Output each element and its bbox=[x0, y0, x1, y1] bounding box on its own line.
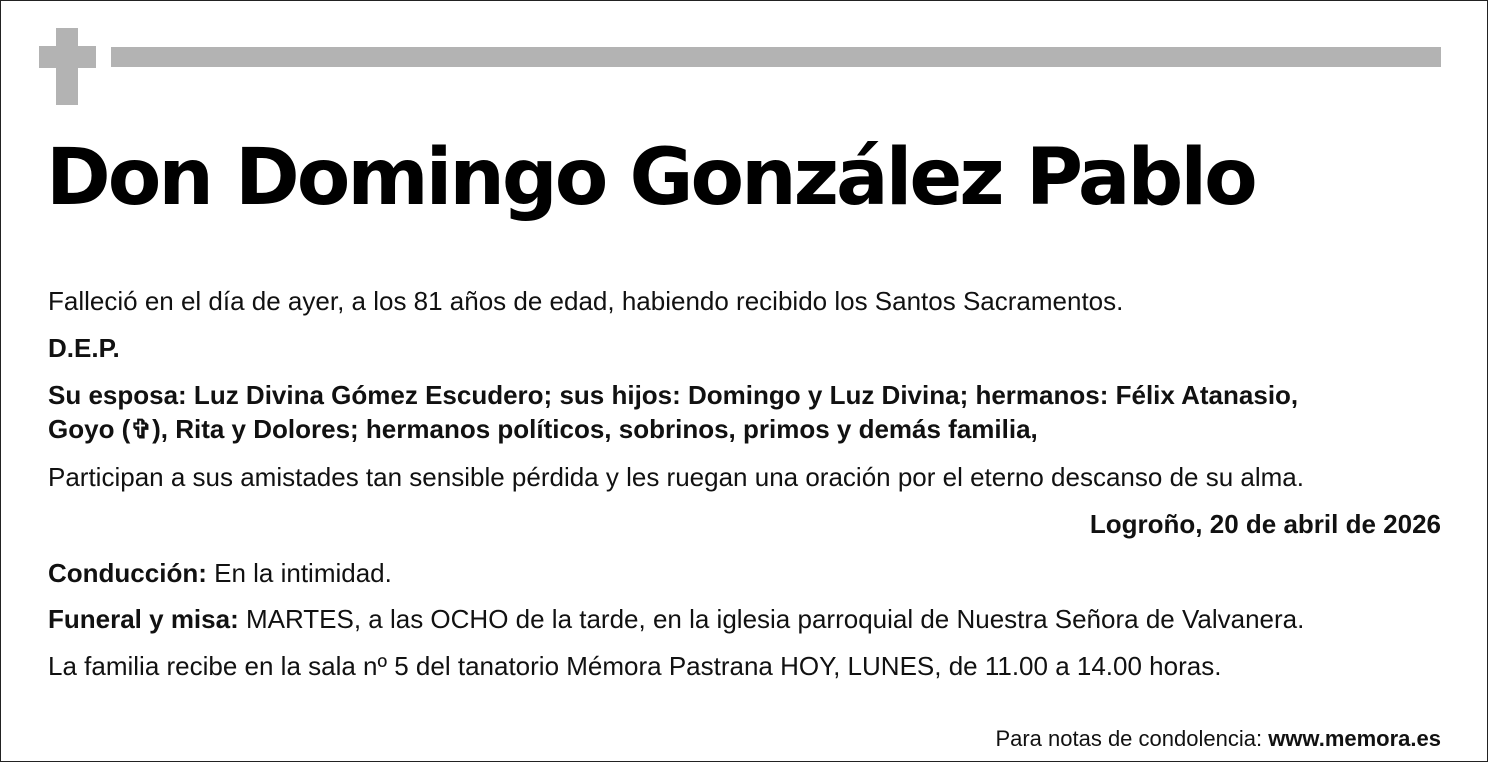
rip-text: D.E.P. bbox=[48, 333, 120, 363]
funeral-label: Funeral y misa: bbox=[48, 604, 239, 634]
visitation-text: La familia recibe en la sala nº 5 del tanatorio Mémora Pastrana HOY, LUNES, de 11.00 a 14.00 horas. bbox=[48, 651, 1222, 681]
family-line-2: Goyo (✞), Rita y Dolores; hermanos políticos, sobrinos, primos y demás familia, bbox=[48, 414, 1038, 444]
conduction-text: En la intimidad. bbox=[206, 558, 392, 588]
deceased-name: Don Domingo González Pablo bbox=[46, 133, 1255, 223]
place-date: Logroño, 20 de abril de 2026 bbox=[1089, 509, 1441, 539]
funeral-line bbox=[48, 603, 1304, 636]
cross-icon-horizontal-bar bbox=[39, 46, 96, 68]
funeral-text: MARTES, a las OCHO de la tarde, en la iglesia parroquial de Nuestra Señora de Valvanera. bbox=[238, 604, 1305, 634]
announcement-text: Falleció en el día de ayer, a los 81 años de edad, habiendo recibido los Santos Sacramentos. bbox=[48, 286, 1124, 316]
header-rule bbox=[111, 47, 1441, 67]
family-line-1: Su esposa: Luz Divina Gómez Escudero; sus hijos: Domingo y Luz Divina; hermanos: Félix Atanasio, bbox=[48, 380, 1299, 410]
condolence-label: Para notas de condolencia: bbox=[995, 726, 1269, 751]
conduction-label: Conducción: bbox=[48, 558, 207, 588]
request-text: Participan a sus amistades tan sensible pérdida y les ruegan una oración por el eterno descanso de su alma. bbox=[48, 462, 1304, 492]
condolence-footer bbox=[995, 724, 1441, 754]
conduction-line bbox=[48, 557, 392, 590]
condolence-link[interactable]: www.memora.es bbox=[1268, 726, 1441, 751]
